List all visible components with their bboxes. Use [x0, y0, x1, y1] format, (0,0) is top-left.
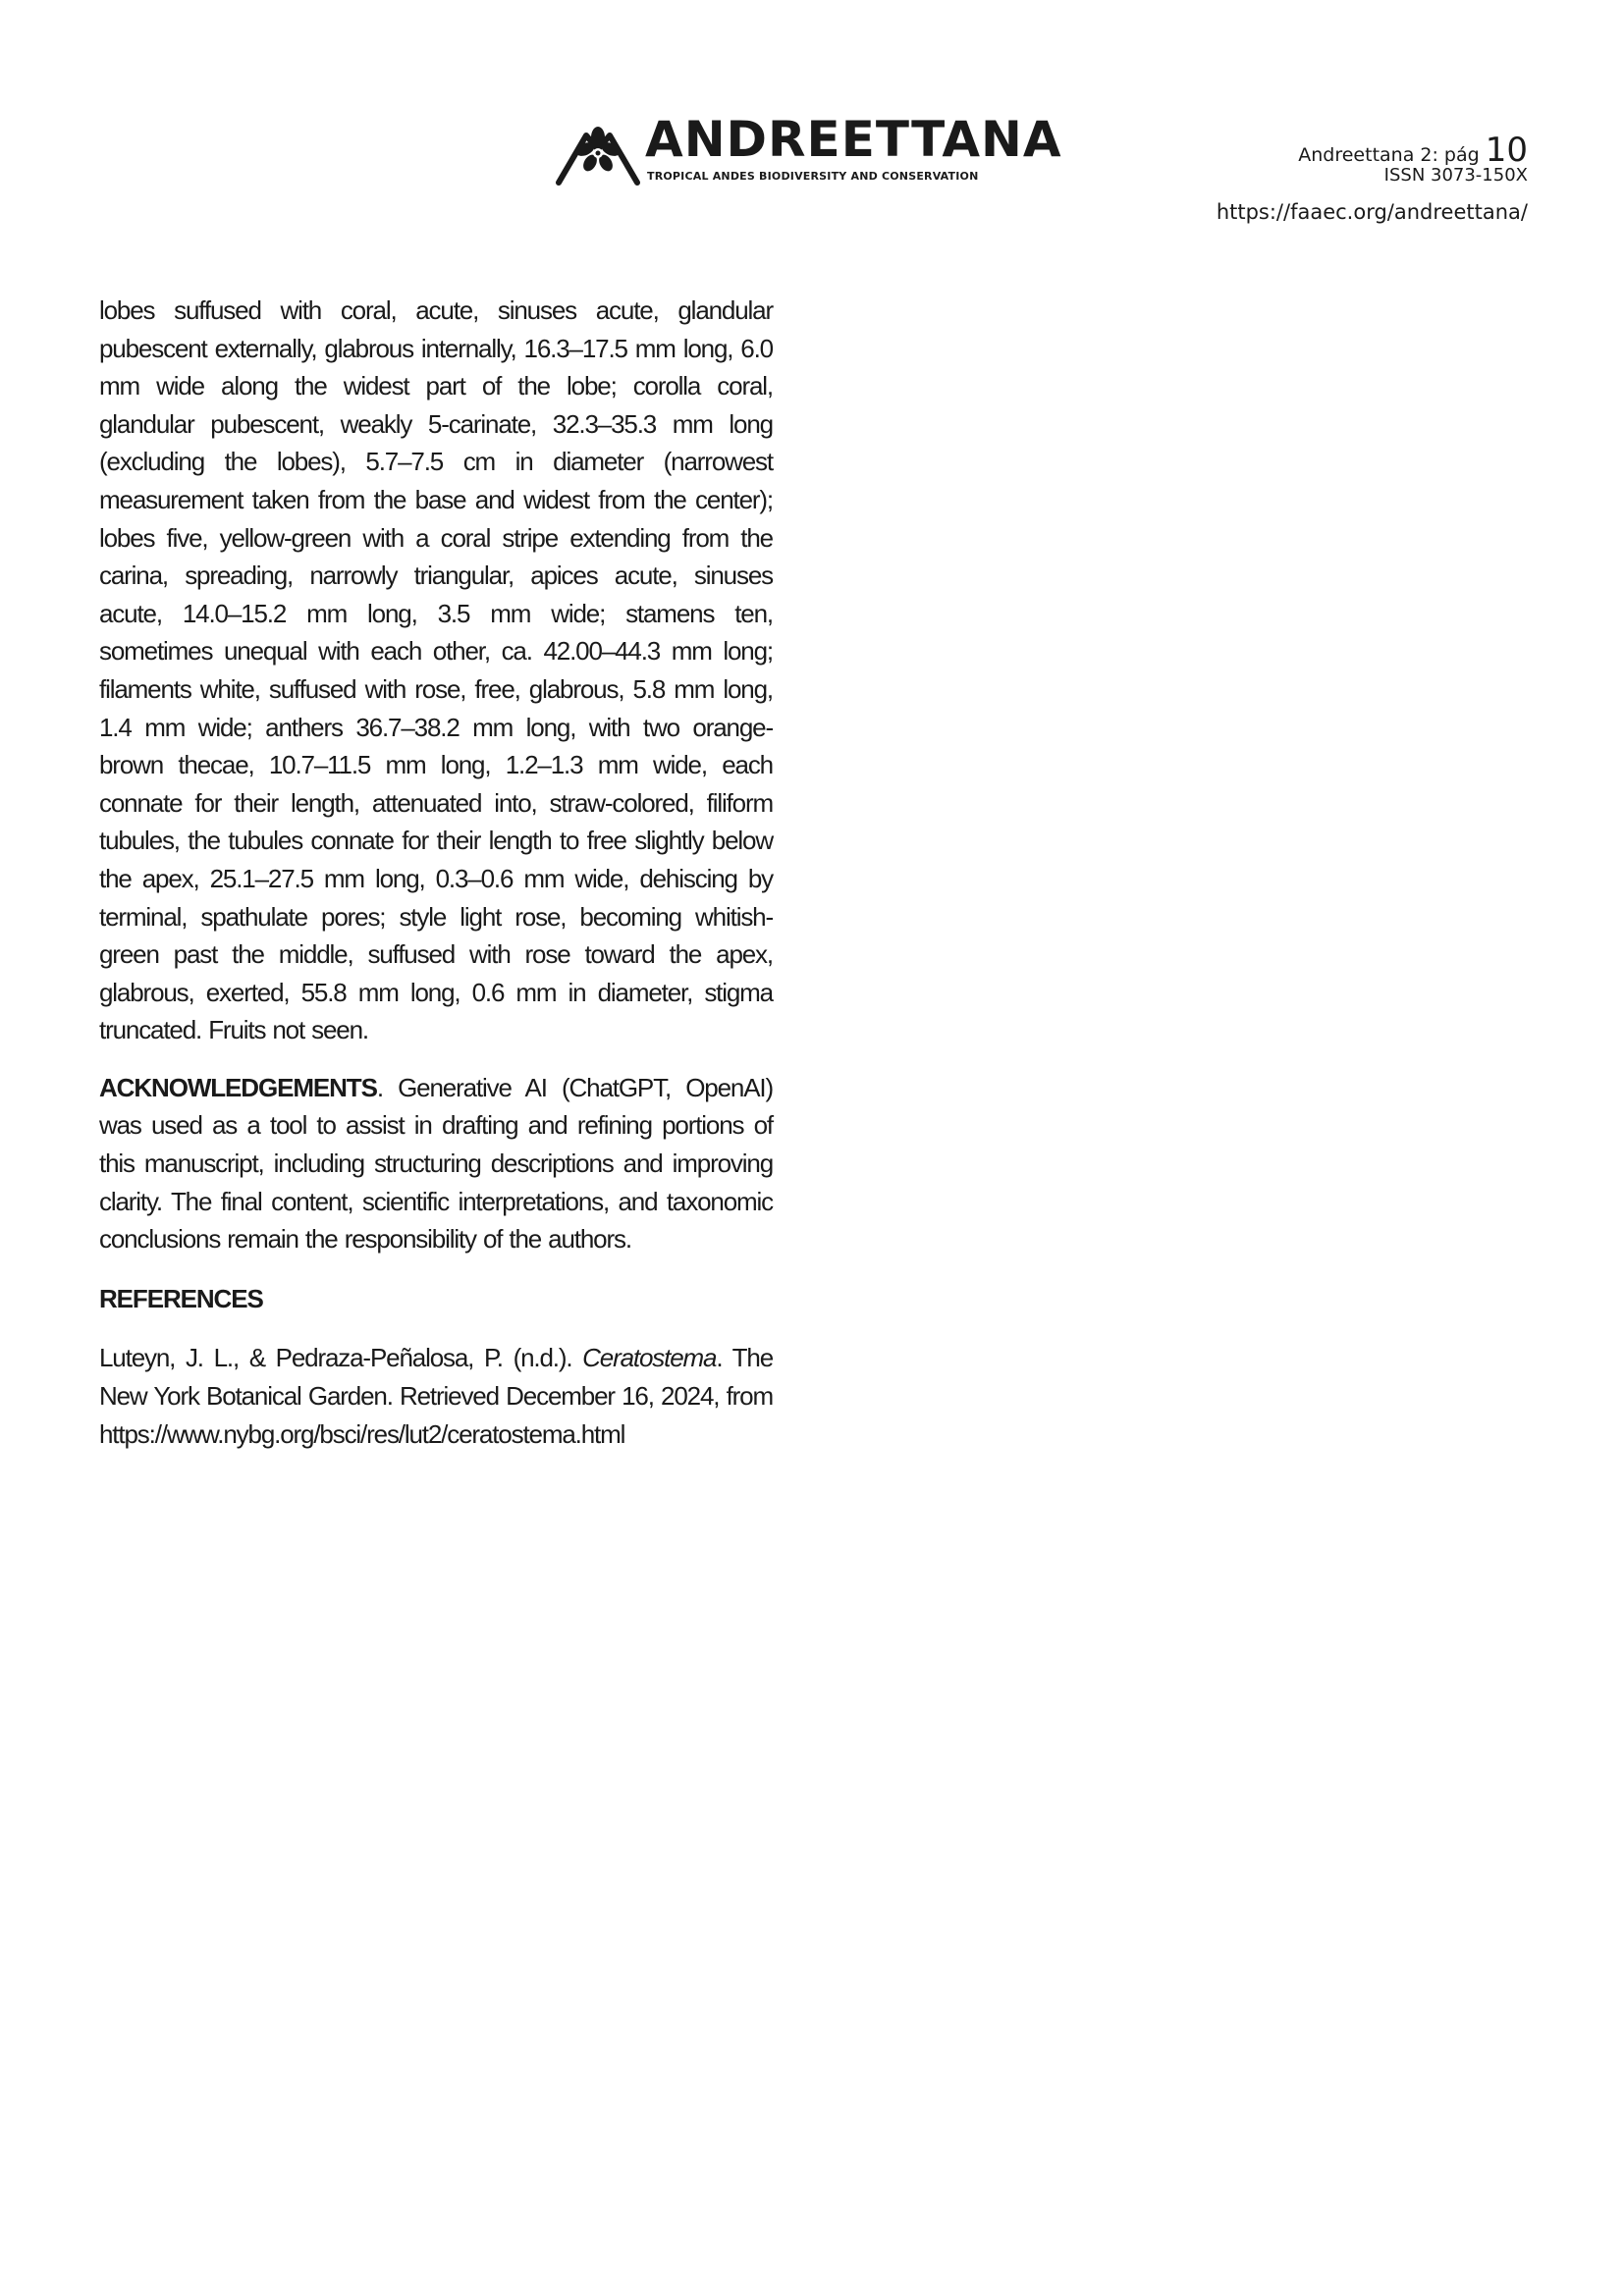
issn: ISSN 3073-150X: [1383, 165, 1528, 186]
reference-entry: [99, 1339, 773, 1453]
references-heading: REFERENCES: [99, 1283, 263, 1313]
acknowledgements-paragraph: [99, 1069, 773, 1258]
acknowledgements-heading: ACKNOWLEDGEMENTS: [99, 1072, 377, 1102]
logo-tagline: TROPICAL ANDES BIODIVERSITY AND CONSERVATION: [647, 170, 979, 183]
journal-volume-line: [1217, 131, 1528, 170]
journal-label: Andreettana 2: pág: [1298, 144, 1480, 166]
acknowledgements-separator: .: [376, 1072, 399, 1102]
page-number: 10: [1485, 131, 1528, 170]
logo-name: ANDREETTANA: [645, 111, 1062, 168]
journal-meta: [1216, 131, 1528, 225]
reference-title: Ceratostema: [582, 1343, 717, 1373]
text-column: [99, 292, 773, 1453]
description-paragraph: lobes suffused with coral, acute, sinuses acute, glandular pubescent externally, glabrous internally, 16.3–17.5 mm long, 6.0 mm wide along the widest part of the lobe; corolla coral, glandular pubescent, weakly 5-carinate, 32.3–35.3 mm long (excluding the lobes), 5.7–7.5 cm in diameter (narrowest measurement taken from the base and widest from the center); lobes five, yellow-green with a coral stripe extending from the carina, spreading, narrowly triangular, apices acute, sinuses acute, 14.0–15.2 mm long, 3.5 mm wide; stamens ten, sometimes unequal with each other, ca. 42.00–44.3 mm long; filaments white, suffused with rose, free, glabrous, 5.8 mm long, 1.4 mm wide; anthers 36.7–38.2 mm long, with two orange-brown thecae, 10.7–11.5 mm long, 1.2–1.3 mm wide, each connate for their length, attenuated into, straw-colored, filiform tubules, the tubules connate for their length to free slightly below the apex, 25.1–27.5 mm long, 0.3–0.6 mm wide, dehiscing by terminal, spathulate pores; style light rose, becoming whitish-green past the middle, suffused with rose toward the apex, glabrous, exerted, 55.8 mm long, 0.6 mm in diameter, stigma truncated. Fruits not seen.: [99, 295, 773, 1045]
reference-authors: Luteyn, J. L., & Pedraza-Peñalosa, P. (n.d.).: [99, 1343, 583, 1373]
reference-rest: . The New York Botanical Garden. Retrieved December 16, 2024, from https://www.nybg.org/bsci/res/lut2/ceratostema.html: [99, 1343, 774, 1449]
journal-logo: [555, 110, 1085, 192]
journal-url[interactable]: https://faaec.org/andreettana/: [1216, 200, 1528, 224]
acknowledgements-text: Generative AI (ChatGPT, OpenAI) was used as a tool to assist in drafting and refining portions of this manuscript, including structuring descriptions and improving clarity. The final content, scientific interpretations, and taxonomic conclusions remain the responsibility of the authors.: [99, 1072, 773, 1255]
orchid-mountain-icon: [555, 114, 641, 190]
